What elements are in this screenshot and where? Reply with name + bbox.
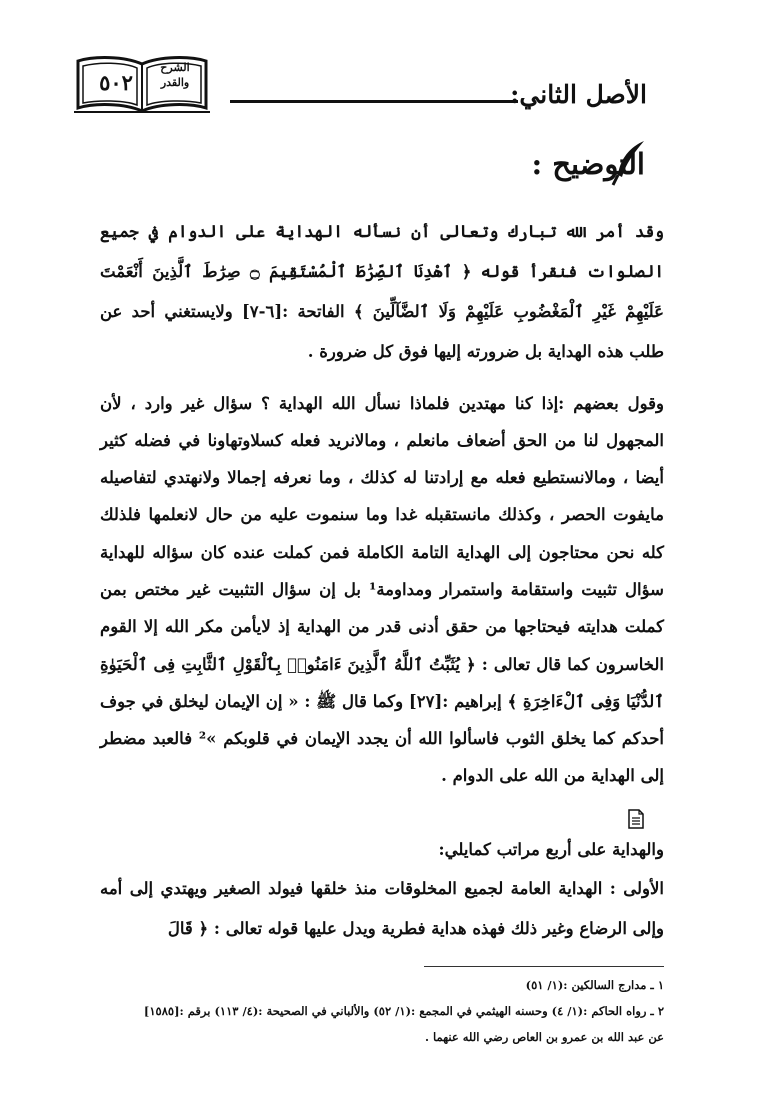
book-label-line1: الشرح xyxy=(160,61,190,74)
book-label xyxy=(150,60,200,90)
footnotes xyxy=(96,972,664,1050)
header-rule xyxy=(230,100,518,103)
paragraph-3: والهداية على أربع مراتب كمايلي: xyxy=(438,839,664,859)
paragraph-4: الأولى : الهداية العامة لجميع المخلوقات منذ خلقها فيولد الصغير ويهتدي إلى أمه وإلى الرضاع وغير ذلك فهذه هداية فطرية ويدل عليها قوله تعالى : ﴿ قَالَ xyxy=(100,878,664,938)
footnote-rule xyxy=(424,966,664,967)
footnote-2-continued: عن عبد الله بن عمرو بن العاص رضي الله عنهما . xyxy=(424,1030,664,1044)
document-icon xyxy=(628,809,644,829)
footnote-2: ٢ ـ رواه الحاكم :(١/ ٤) وحسنه الهيثمي في المجمع :(١/ ٥٢) والألباني في الصحيحة :(٤/ ١١٣) برقم :[١٥٨٥] xyxy=(143,1004,664,1018)
book-label-line2: والقدر xyxy=(160,76,190,89)
paragraph-1: وقد أمر الله تبارك وتعالى أن نسأله الهداية على الدوام في جميع الصلوات فنقرأ قوله ﴿ ٱهْدِنَا ٱلصِّرَٰطَ ٱلْمُسْتَقِيمَ ۝ صِرَٰطَ ٱلَّذِينَ أَنْعَمْتَ عَلَيْهِمْ غَيْرِ ٱلْمَغْضُوبِ عَلَيْهِمْ وَلَا ٱلضَّآلِّينَ ﴾ الفاتحة :[٦-٧] ولايستغني أحد عن طلب هذه الهداية بل ضرورته إليها فوق كل ضرورة . xyxy=(100,221,664,361)
footnote-1: ١ ـ مدارج السالكين :(١/ ٥١) xyxy=(525,978,664,992)
page-number: ٥٠٢ xyxy=(99,70,133,95)
paragraph-2: وقول بعضهم :إذا كنا مهتدين فلماذا نسأل الله الهداية ؟ سؤال غير وارد ، لأن المجهول لنا من الحق أضعاف مانعلم ، ومالانريد فعله كسلاوتهاونا في فضله كثير أيضا ، ومالانستطيع فعله مع إرادتنا له كذلك ، وما نعرفه إجمالا ولانهتدي لتفاصيله مايفوت الحصر ، وكذلك مانستقبله غدا وما سنموت عليه من حال لانعلمها فلذلك كله نحن محتاجون إلى الهداية التامة الكاملة فمن كملت عنده كان سؤاله للهداية سؤال تثبيت واستقامة واستمرار ومداومة¹ بل إن سؤال التثبيت غير مختص بمن كملت هدايته فيحتاجها من حقق أدنى قدر من الهداية إذ لايأمن مكر الله إلا القوم الخاسرون كما قال تعالى : ﴿ يُثَبِّتُ ٱللَّهُ ٱلَّذِينَ ءَامَنُوا۟ بِٱلْقَوْلِ ٱلثَّابِتِ فِى ٱلْحَيَوٰةِ ٱلدُّنْيَا وَفِى ٱلْءَاخِرَةِ ﴾ إبراهيم :[٢٧] وكما قال ﷺ : « إن الإيمان ليخلق في جوف أحدكم كما يخلق الثوب فاسألوا الله أن يجدد الإيمان في قلوبكم »² فالعبد مضطر إلى الهداية من الله على الدوام . xyxy=(100,393,665,786)
header-title: الأصل الثاني: xyxy=(510,80,647,109)
section-title: التوضيح : xyxy=(531,147,645,181)
